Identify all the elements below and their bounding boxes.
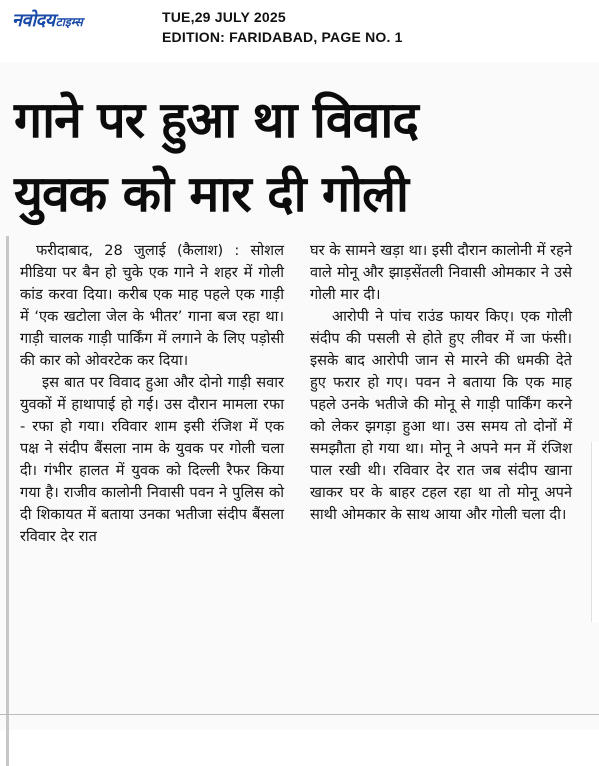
newspaper-logo [12, 8, 83, 32]
article-paragraph: इस बात पर विवाद हुआ और दोनो गाड़ी सवार युवकों में हाथापाई हो गई। उस दौरान मामला रफा - रफा हो गया। रविवार शाम इसी रंजिश में एक पक्ष ने संदीप बैंसला नाम के युवक पर गोली चला दी। गंभीर हालत में युवक को दिल्ली रैफर किया गया है। राजीव कालोनी निवासी पवन ने पुलिस को दी शिकायत में बताया उनका भतीजा संदीप बैंसला रविवार देर रात [20, 374, 284, 545]
article-column-left [20, 240, 284, 548]
article-paragraph: फरीदाबाद, 28 जुलाई (कैलाश) : सोशल मीडिया पर बैन हो चुके एक गाने ने शहर में गोली कांड करवा दिया। करीब एक माह पहले एक गाड़ी में ‘एक खटोला जेल के भीतर’ गाना बज रहा था। गाड़ी चालक गाड़ी पार्किंग में लगाने के लिए पड़ोसी की कार को ओवरटेक कर दिया। [20, 242, 284, 369]
bottom-divider [0, 714, 599, 715]
masthead [0, 0, 599, 60]
edition-info: EDITION: FARIDABAD, PAGE NO. 1 [162, 29, 403, 45]
adjacent-clip-edge [591, 442, 599, 622]
article-column-right [310, 240, 572, 526]
logo-main-text: नवोदय [12, 10, 55, 31]
edition-date: TUE,29 JULY 2025 [162, 9, 286, 25]
column-left-rule [6, 236, 9, 766]
article-paragraph: घर के सामने खड़ा था। इसी दौरान कालोनी में रहने वाले मोनू और झाड़सेंतली निवासी ओमकार ने उसे गोली मार दी। [310, 242, 572, 303]
news-clipping [0, 62, 599, 730]
headline-line-1: गाने पर हुआ था विवाद [14, 91, 418, 149]
article-paragraph: आरोपी ने पांच राउंड फायर किए। एक गोली संदीप की पसली से होते हुए लीवर में जा फंसी। इसके बाद आरोपी जान से मारने की धमकी देते हुए फरार हो गए। पवन ने बताया कि एक माह पहले उनके भतीजे की मोनू से गाड़ी पार्किंग करने को लेकर झगड़ा हुआ था। उस समय तो दोनों में समझौता हो गया था। मोनू ने अपने मन में रंजिश पाल रखी थी। रविवार देर रात जब संदीप खाना खाकर घर के बाहर टहल रहा था तो मोनू अपने साथी ओमकार के साथ आया और गोली चला दी। [310, 308, 572, 523]
logo-sub-text: टाइम्स [55, 15, 83, 29]
headline-line-2: युवक को मार दी गोली [14, 165, 408, 223]
